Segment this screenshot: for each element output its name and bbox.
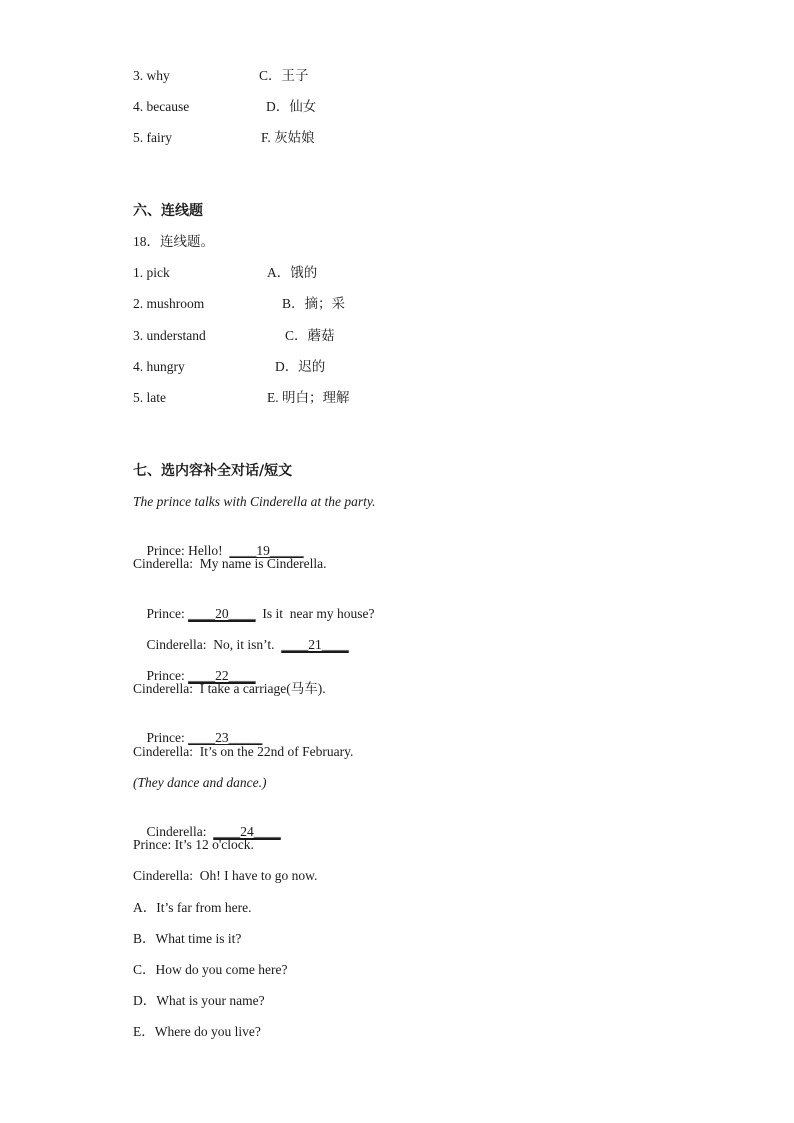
match-right-3: C．王子	[259, 68, 309, 83]
dialogue-line-6: Cinderella: I take a carriage(马车).	[133, 681, 326, 696]
blank-19: ____19_____	[229, 543, 304, 558]
pair-left-5: 5. late	[133, 390, 166, 405]
pair-right-5: E. 明白；理解	[267, 390, 350, 405]
option-b: B．What time is it?	[133, 931, 242, 946]
option-d: D．What is your name?	[133, 993, 265, 1008]
pair-left-4: 4. hungry	[133, 359, 185, 374]
option-a: A．It’s far from here.	[133, 900, 252, 915]
dialogue-text: Prince:	[146, 730, 189, 745]
pair-left-1: 1. pick	[133, 265, 170, 280]
section6-question: 18．连线题。	[133, 234, 214, 249]
pair-right-1: A．饿的	[267, 265, 318, 280]
pair-right-2: B．摘；采	[282, 296, 346, 311]
dialogue-intro: The prince talks with Cinderella at the party.	[133, 494, 376, 509]
option-c: C．How do you come here?	[133, 962, 288, 977]
dialogue-line-9: (They dance and dance.)	[133, 775, 267, 790]
blank-23: ____23_____	[188, 730, 263, 745]
blank-24: ____24____	[213, 824, 281, 839]
dialogue-line-12: Cinderella: Oh! I have to go now.	[133, 868, 318, 883]
pair-left-3: 3. understand	[133, 328, 206, 343]
match-left-3: 3. why	[133, 68, 170, 83]
dialogue-text: Cinderella: No, it isn’t.	[146, 637, 282, 652]
dialogue-text: Prince:	[146, 668, 189, 683]
pair-right-3: C．蘑菇	[285, 328, 335, 343]
dialogue-text: Is it near my house?	[255, 606, 375, 621]
dialogue-text: Prince:	[146, 606, 189, 621]
dialogue-text: Prince: Hello!	[146, 543, 230, 558]
pair-left-2: 2. mushroom	[133, 296, 205, 311]
match-left-5: 5. fairy	[133, 130, 172, 145]
dialogue-line-2: Cinderella: My name is Cinderella.	[133, 556, 327, 571]
match-right-4: D．仙女	[266, 99, 317, 114]
pair-right-4: D．迟的	[275, 359, 326, 374]
blank-20: ____20____	[188, 606, 256, 621]
dialogue-line-8: Cinderella: It’s on the 22nd of February.	[133, 744, 354, 759]
match-left-4: 4. because	[133, 99, 190, 114]
dialogue-line-11: Prince: It’s 12 o'clock.	[133, 837, 254, 852]
dialogue-text: Cinderella:	[146, 824, 214, 839]
option-e: E．Where do you live?	[133, 1024, 261, 1039]
section7-heading: 七、选内容补全对话/短文	[133, 463, 293, 479]
section6-heading: 六、连线题	[133, 203, 203, 219]
match-right-5: F. 灰姑娘	[261, 130, 315, 145]
blank-22: ____22____	[188, 668, 256, 683]
blank-21: ____21____	[281, 637, 349, 652]
